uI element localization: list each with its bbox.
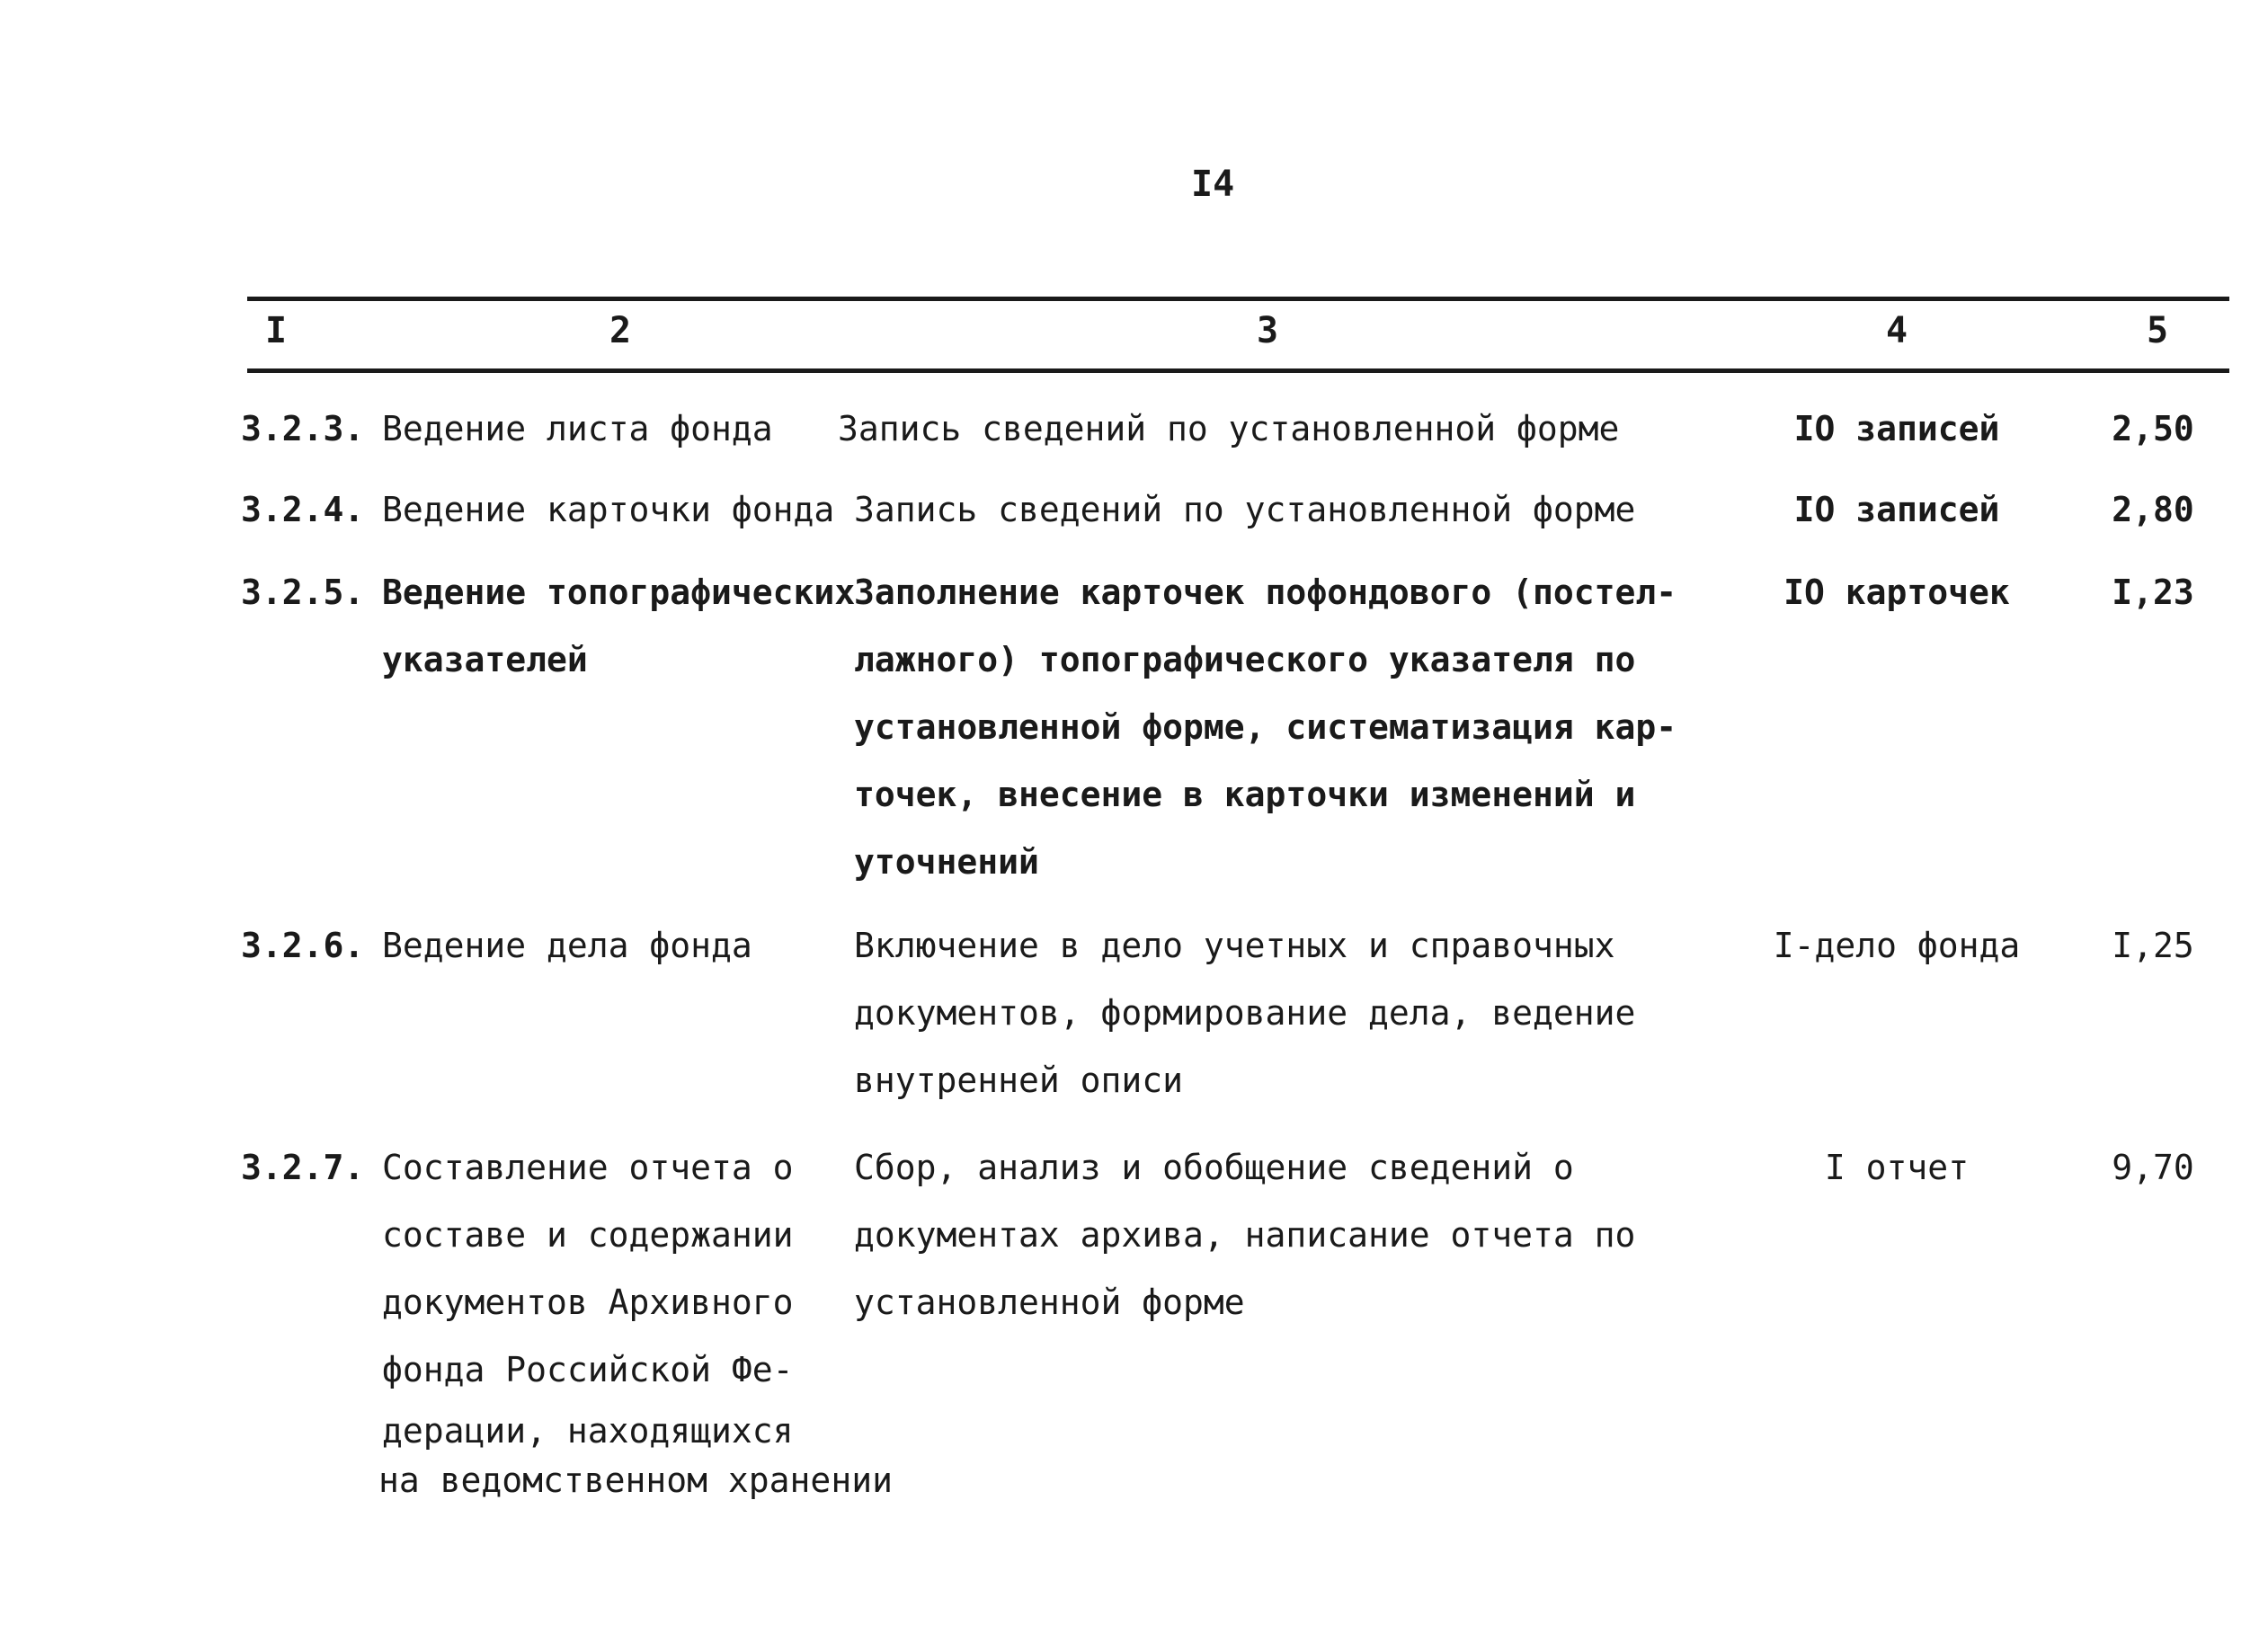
text-line: указателей	[382, 640, 588, 679]
row-number: 3.2.6.	[241, 926, 365, 965]
row-unit: I-дело фонда	[1773, 926, 2021, 965]
row-norm-value: 2,50	[2112, 409, 2194, 448]
text-line: Ведение карточки фонда	[382, 490, 835, 529]
text-line: Ведение дела фонда	[382, 926, 752, 965]
text-line: Запись сведений по установленной форме	[838, 409, 1620, 448]
row-norm-value: I,23	[2112, 573, 2194, 612]
row-work-content	[854, 559, 1677, 896]
text-line: составе и содержании	[382, 1215, 794, 1255]
text-line: документов Архивного	[382, 1283, 794, 1322]
row-number: 3.2.7.	[241, 1148, 365, 1187]
row-work-content	[854, 1134, 1635, 1336]
text-line: Ведение топографических	[382, 573, 856, 612]
column-header-3: 3	[1257, 310, 1279, 351]
text-line: установленной форме	[854, 1283, 1245, 1322]
page-number: I4	[1191, 164, 1235, 205]
row-work-name	[382, 912, 752, 980]
text-line: фонда Российской Фе-	[382, 1350, 794, 1389]
text-line: уточнений	[854, 842, 1039, 882]
text-line: лажного) топографического указателя по	[854, 640, 1636, 679]
text-line: точек, внесение в карточки изменений и	[854, 775, 1636, 814]
text-line: дерации, находящихся	[382, 1411, 794, 1451]
row-unit: I отчет	[1824, 1148, 1970, 1187]
column-header-1: I	[265, 310, 288, 351]
row-norm-value: 2,80	[2112, 490, 2194, 529]
text-line: Заполнение карточек пофондового (постел-	[854, 573, 1677, 612]
row-norm-value: 9,70	[2112, 1148, 2194, 1187]
table-header-rule	[247, 368, 2229, 373]
text-line: документах архива, написание отчета по	[854, 1215, 1636, 1255]
row-work-name	[382, 476, 834, 544]
text-line: документов, формирование дела, ведение	[854, 993, 1636, 1033]
row-number: 3.2.4.	[241, 490, 365, 529]
text-line: Составление отчета о	[382, 1148, 794, 1187]
column-header-5: 5	[2147, 310, 2169, 351]
row-number: 3.2.3.	[241, 409, 365, 448]
table-top-rule	[247, 297, 2229, 301]
text-line: внутренней описи	[854, 1061, 1184, 1100]
row-unit: IO записей	[1793, 409, 2000, 448]
row-work-name	[378, 1134, 893, 1503]
text-line: Включение в дело учетных и справочных	[854, 926, 1615, 965]
row-work-content	[854, 476, 1635, 544]
row-unit: IO карточек	[1783, 573, 2010, 612]
row-work-content	[854, 912, 1635, 1114]
row-work-content	[838, 395, 1619, 463]
row-norm-value: I,25	[2112, 926, 2194, 965]
text-line: Запись сведений по установленной форме	[854, 490, 1636, 529]
row-unit: IO записей	[1793, 490, 2000, 529]
text-line: установленной форме, систематизация кар-	[854, 707, 1677, 747]
text-line: на ведомственном хранении	[378, 1460, 893, 1500]
column-header-4: 4	[1886, 310, 1908, 351]
text-line: Сбор, анализ и обобщение сведений о	[854, 1148, 1574, 1187]
text-line: Ведение листа фонда	[382, 409, 773, 448]
row-number: 3.2.5.	[241, 573, 365, 612]
row-work-name	[382, 559, 855, 694]
row-work-name	[382, 395, 773, 463]
column-header-2: 2	[609, 310, 632, 351]
